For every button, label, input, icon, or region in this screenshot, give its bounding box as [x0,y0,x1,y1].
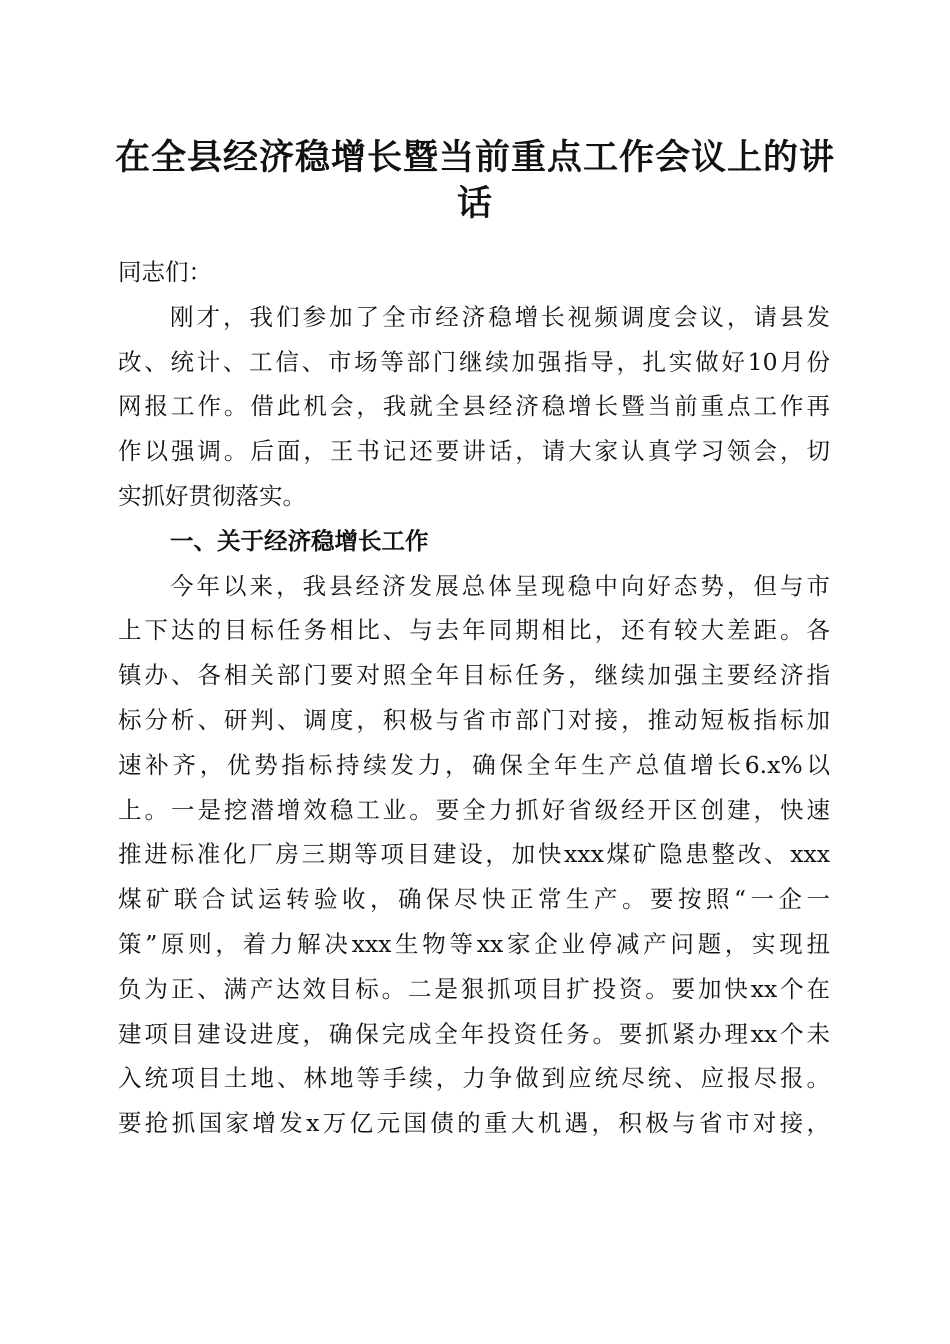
title-line-2: 话 [456,183,493,224]
intro-paragraph [118,295,830,519]
paragraph-line: 入统项目土地、林地等手续，力争做到应统尽统、应报尽报。 [118,1064,830,1093]
paragraph-line: 上。一是挖潜增效稳工业。要全力抓好省级经开区创建，快速 [118,795,830,824]
paragraph-line: 实抓好贯彻落实。 [118,481,306,510]
paragraph-line: 今年以来，我县经济发展总体呈现稳中向好态势，但与市 [170,571,830,600]
paragraph-line: 速补齐，优势指标持续发力，确保全年生产总值增长6.x%以 [118,750,830,779]
paragraph-line: 改、统计、工信、市场等部门继续加强指导，扎实做好10月份 [118,347,830,376]
paragraph-line: 推进标准化厂房三期等项目建设，加快xxx煤矿隐患整改、xxx [118,840,830,869]
greeting: 同志们： [118,258,212,286]
paragraph-line: 负为正、满产达效目标。二是狠抓项目扩投资。要加快xx个在 [118,974,830,1003]
title-line-1: 在全县经济稳增长暨当前重点工作会议上的讲 [114,137,835,178]
paragraph-line: 上下达的目标任务相比、与去年同期相比，还有较大差距。各 [118,616,830,645]
paragraph-line: 建项目建设进度，确保完成全年投资任务。要抓紧办理xx个未 [118,1019,830,1048]
section-heading: 一、关于经济稳增长工作 [170,526,429,555]
paragraph-line: 作以强调。后面，王书记还要讲话，请大家认真学习领会，切 [118,437,830,466]
paragraph-line: 镇办、各相关部门要对照全年目标任务，继续加强主要经济指 [118,661,830,690]
paragraph-line: 要抢抓国家增发x万亿元国债的重大机遇，积极与省市对接， [118,1109,830,1138]
paragraph-line: 煤矿联合试运转验收，确保尽快正常生产。要按照“一企一 [118,885,830,914]
document-title [100,135,850,227]
paragraph-line: 网报工作。借此机会，我就全县经济稳增长暨当前重点工作再 [118,392,830,421]
paragraph-line: 策”原则，着力解决xxx生物等xx家企业停减产问题，实现扭 [118,929,830,958]
paragraph-line: 标分析、研判、调度，积极与省市部门对接，推动短板指标加 [118,705,830,734]
document-body [118,250,830,1146]
section1-paragraph [118,564,830,1146]
paragraph-line: 刚才，我们参加了全市经济稳增长视频调度会议，请县发 [170,302,830,331]
